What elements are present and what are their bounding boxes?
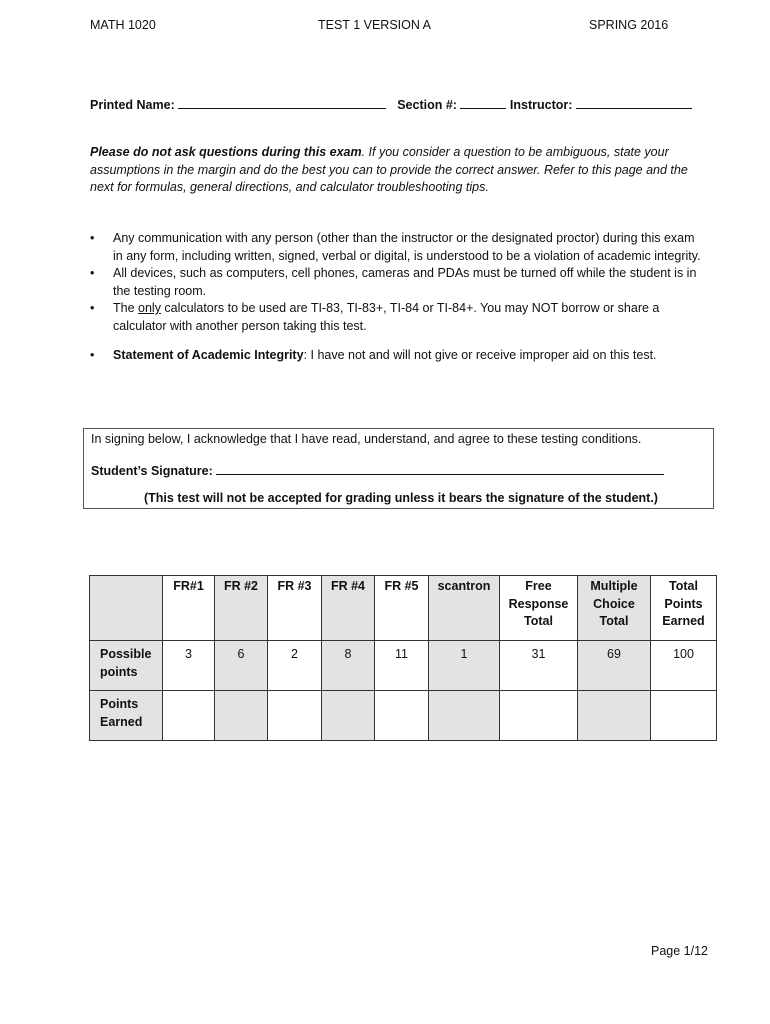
signature-row (91, 462, 664, 478)
signature-label: Student’s Signature: (91, 464, 213, 478)
rules-list (90, 230, 705, 365)
possible-points-row (90, 641, 717, 691)
header-multiple-choice-total: Multiple Choice Total (578, 576, 651, 641)
possible-fr3: 2 (268, 641, 322, 691)
earned-fr2[interactable] (215, 691, 268, 741)
earned-scantron[interactable] (429, 691, 500, 741)
header-blank (90, 576, 163, 641)
earned-fr3[interactable] (268, 691, 322, 741)
printed-name-label: Printed Name: (90, 98, 175, 112)
points-earned-row (90, 691, 717, 741)
instructions-paragraph (90, 144, 710, 197)
possible-total: 100 (651, 641, 717, 691)
section-label: Section #: (397, 98, 457, 112)
instructions-text: . If you consider a question to be ambiguous, state your assumptions in the margin and do the best you can to provide the correct answer. Refer to this page and the next for formulas, general directions, and calculator troubleshooting tips. (90, 145, 688, 194)
possible-free-response-total: 31 (500, 641, 578, 691)
rule-integrity (90, 347, 705, 365)
earned-fr4[interactable] (322, 691, 375, 741)
acknowledgement-box (83, 428, 714, 509)
possible-fr4: 8 (322, 641, 375, 691)
header-scantron: scantron (429, 576, 500, 641)
header-fr4: FR #4 (322, 576, 375, 641)
header-fr1: FR#1 (163, 576, 215, 641)
term: SPRING 2016 (589, 18, 669, 32)
earned-fr5[interactable] (375, 691, 429, 741)
signature-field[interactable] (216, 462, 664, 475)
rule-calculators-only: only (138, 301, 161, 315)
instructor-label: Instructor: (509, 98, 573, 112)
rule-communication-text: Any communication with any person (other than the instructor or the designated proctor) during this exam in any form, including written, signed, verbal or digital, is understood to be a violation of academic integrity. (113, 231, 701, 263)
possible-points-label: Possible points (90, 641, 163, 691)
rule-calculators (90, 300, 705, 335)
earned-free-response-total[interactable] (500, 691, 578, 741)
instructor-field[interactable] (576, 96, 692, 109)
points-earned-label: Points Earned (90, 691, 163, 741)
earned-total[interactable] (651, 691, 717, 741)
rule-devices-text: All devices, such as computers, cell phones, cameras and PDAs must be turned off while the student is in the testing room. (113, 266, 697, 298)
rule-integrity-label: Statement of Academic Integrity (113, 348, 304, 362)
possible-scantron: 1 (429, 641, 500, 691)
rule-communication (90, 230, 705, 265)
rule-calculators-pre: The (113, 301, 139, 315)
possible-fr2: 6 (215, 641, 268, 691)
test-version: TEST 1 VERSION A (318, 18, 432, 32)
instructions-emphasis: Please do not ask questions during this exam (90, 145, 362, 159)
header-total-points-earned: Total Points Earned (651, 576, 717, 641)
earned-multiple-choice-total[interactable] (578, 691, 651, 741)
header-free-response-total: Free Response Total (500, 576, 578, 641)
score-table-header-row (90, 576, 717, 641)
rule-devices (90, 265, 705, 300)
course-code: MATH 1020 (90, 18, 156, 32)
acknowledgement-text: In signing below, I acknowledge that I have read, understand, and agree to these testing conditions. (91, 432, 642, 446)
student-info-row (90, 96, 692, 112)
earned-fr1[interactable] (163, 691, 215, 741)
header-fr2: FR #2 (215, 576, 268, 641)
page-number: Page 1/12 (651, 944, 708, 958)
rule-calculators-post: calculators to be used are TI-83, TI-83+, TI-84 or TI-84+. You may NOT borrow or share a calculator with another person taking this test. (113, 301, 660, 333)
possible-fr1: 3 (163, 641, 215, 691)
header-fr5: FR #5 (375, 576, 429, 641)
possible-multiple-choice-total: 69 (578, 641, 651, 691)
header-fr3: FR #3 (268, 576, 322, 641)
signature-note: (This test will not be accepted for grading unless it bears the signature of the student.) (144, 491, 658, 505)
possible-fr5: 11 (375, 641, 429, 691)
score-table (89, 575, 717, 741)
rule-integrity-text: : I have not and will not give or receive improper aid on this test. (303, 348, 657, 362)
section-field[interactable] (460, 96, 506, 109)
printed-name-field[interactable] (178, 96, 386, 109)
